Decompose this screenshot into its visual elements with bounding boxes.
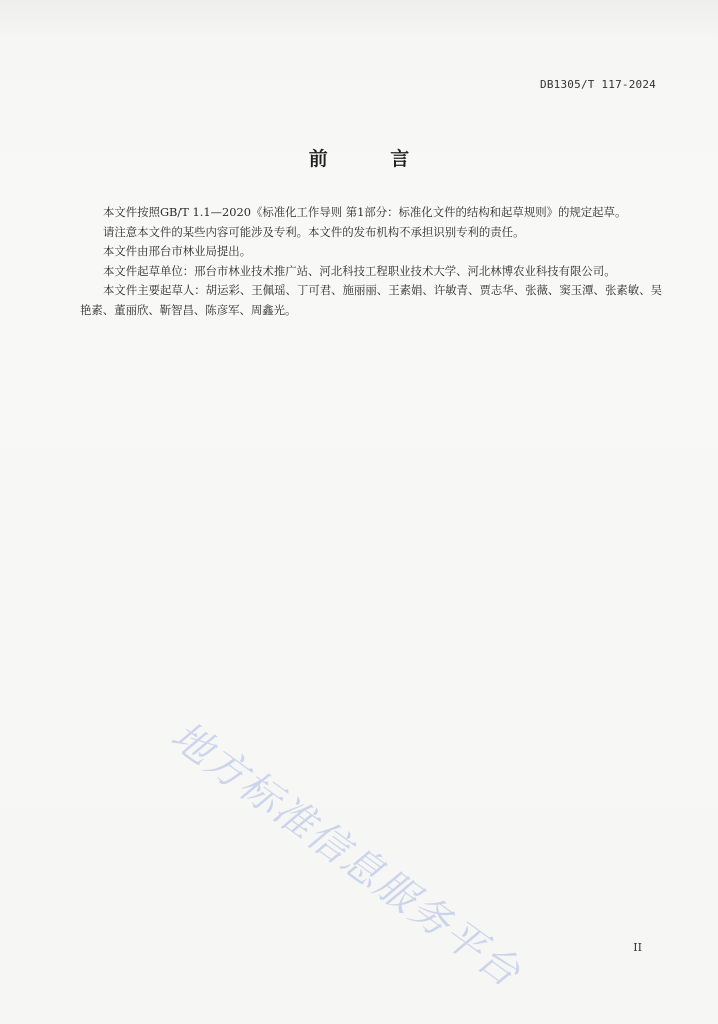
- page-number: II: [633, 941, 642, 954]
- paragraph-drafters: 本文件主要起草人：胡运彩、王佩瑶、丁可君、施丽丽、王素娟、许敏青、贾志华、张薇、窦玉潭、张素敏、吴艳素、董丽欣、靳智昌、陈彦军、周鑫光。: [80, 283, 662, 317]
- paragraph-drafting-basis: 本文件按照GB/T 1.1—2020《标准化工作导则 第1部分：标准化文件的结构和起草规则》的规定起草。: [103, 205, 627, 219]
- document-code: DB1305/T 117-2024: [540, 78, 656, 91]
- paragraph-drafting-units: 本文件起草单位：邢台市林业技术推广站、河北科技工程职业技术大学、河北林博农业科技有限公司。: [103, 263, 616, 278]
- paragraph-patent-notice: 请注意本文件的某些内容可能涉及专利。本文件的发布机构不承担识别专利的责任。: [103, 224, 525, 239]
- watermark: 地方标准信息服务平台: [162, 712, 530, 997]
- page-title: 前 言: [308, 148, 438, 170]
- paragraph-proposer: 本文件由邢台市林业局提出。: [103, 244, 252, 258]
- document-body: [80, 203, 662, 320]
